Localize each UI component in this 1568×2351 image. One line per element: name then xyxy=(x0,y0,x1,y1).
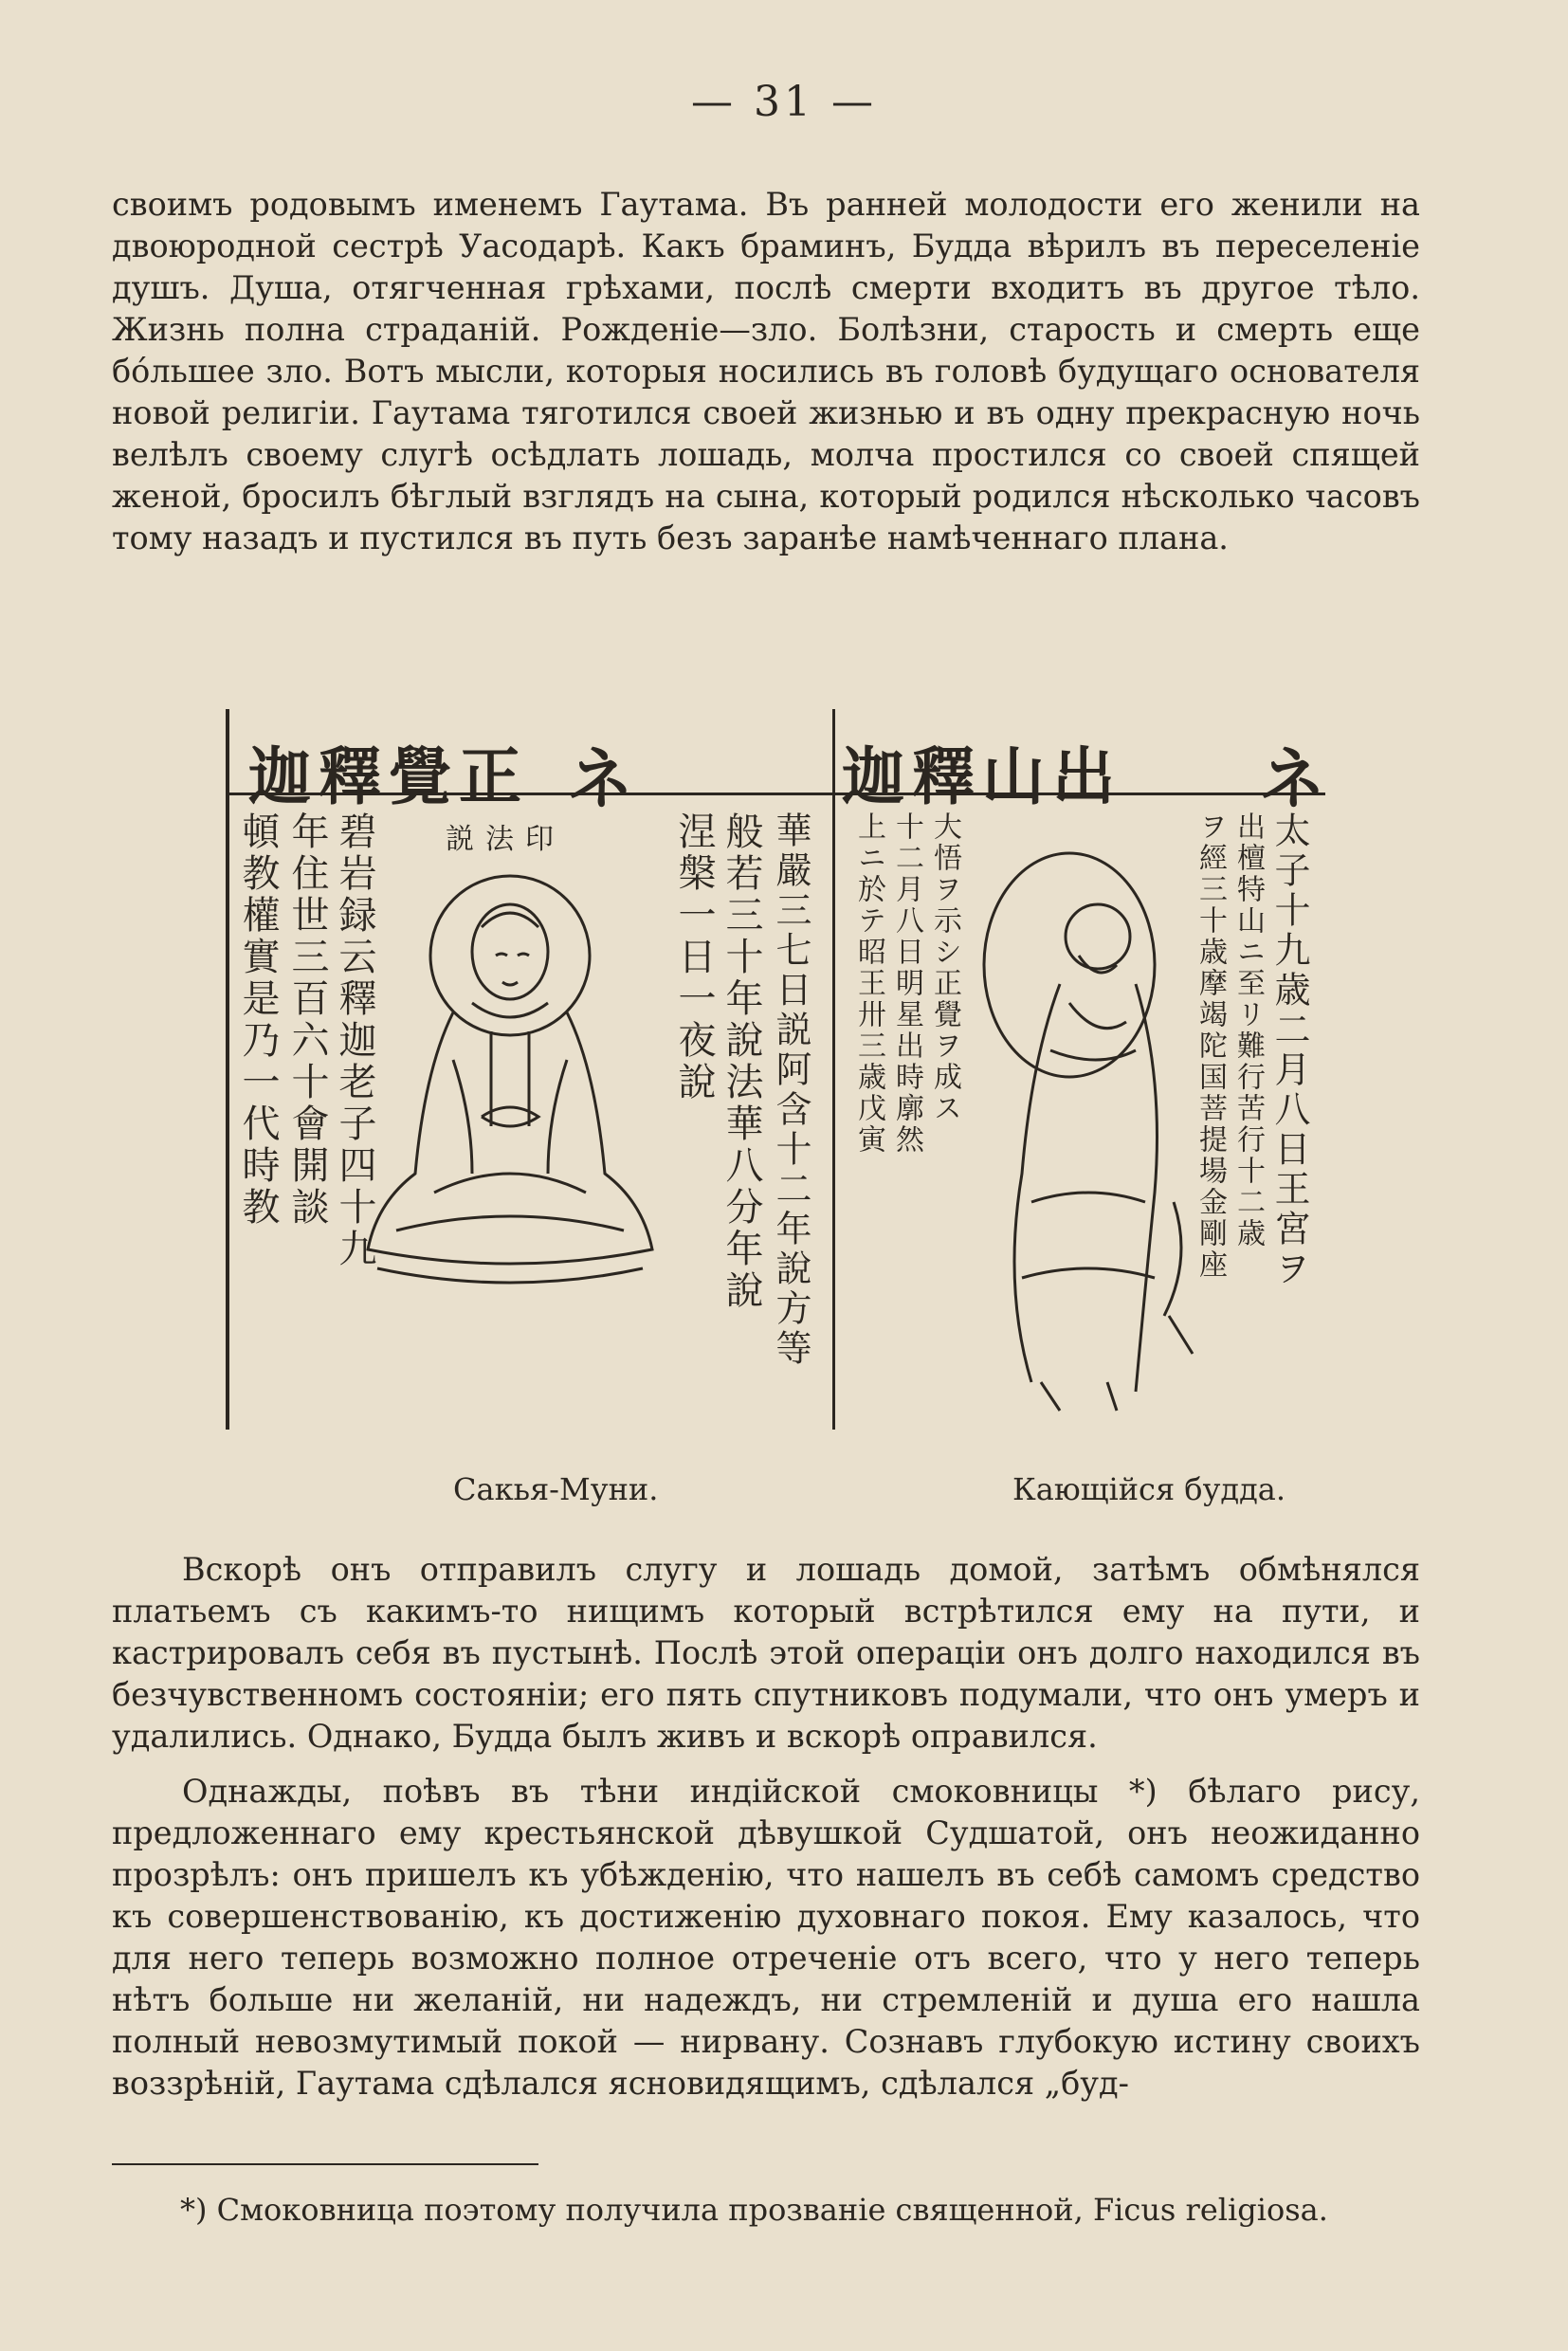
left-col-2: 般若三十年說法華八分年說 xyxy=(720,811,763,1312)
right-col-2: 出檀特山ニ至リ難行苦行十二歳 xyxy=(1231,811,1265,1249)
left-col-4: 碧岩録云釋迦老子四十九 xyxy=(333,811,376,1270)
footnote: *) Смоковница поэтому получила прозванiе священной, Ficus religiosa. xyxy=(180,2192,1328,2228)
paragraph-2: Вскорѣ онъ отправилъ слугу и лошадь домой, затѣмъ обмѣнялся платьемъ съ какимъ-то нищимъ который встрѣтился ему на пути, и кастрировалъ себя въ пустынѣ. Послѣ этой операцiи онъ долго находился въ безчувственномъ состоянiи; его пять спутниковъ подумали, что онъ умеръ и удалились. Однако, Будда былъ живъ и вскорѣ оправился. xyxy=(112,1551,1420,1755)
figure-center-divider xyxy=(832,709,835,1430)
seal-text: 説法印 xyxy=(446,823,565,856)
woodcut-figure xyxy=(226,700,1337,1458)
right-col-6: 上ニ於テ昭王卅三歳戊寅 xyxy=(852,811,885,1156)
left-col-5: 年住世三百六十會開談 xyxy=(285,811,329,1229)
left-panel-title: 迦釋覺正 xyxy=(248,739,529,813)
paragraph-1: своимъ родовымъ именемъ Гаутама. Въ ранней молодости его женили на двоюродной сестрѣ Уасодарѣ. Какъ браминъ, Будда вѣрилъ въ переселенiе душъ. Душа, отягченная грѣхами, послѣ смерти входитъ въ другое тѣло. Жизнь полна страданiй. Рожденiе—зло. Болѣзни, старость и смерть еще бóльшее зло. Вотъ мысли, которыя носились въ головѣ будущаго основателя новой религiи. Гаутама тяготился своей жизнью и въ одну прекрасную ночь велѣлъ своему слугѣ осѣдлать лошадь, молча простился со своей спящей женой, бросилъ бѣглый взглядъ на сына, который родился нѣсколько часовъ тому назадъ и пустился въ путь безъ заранѣе намѣченнаго плана. xyxy=(112,186,1420,556)
right-col-3: ヲ經三十歳摩竭陀国菩提場金剛座 xyxy=(1194,811,1227,1281)
paragraph-3: Однажды, поѣвъ въ тѣни индiйской смоковницы *) бѣлаго рису, предложеннаго ему крестьянской дѣвушкой Судшатой, онъ неожиданно прозрѣлъ: онъ пришелъ къ убѣжденiю, что нашелъ въ себѣ самомъ средство къ совершенствованiю, къ достиженiю духовнаго покоя. Ему казалось, что для него теперь возможно полное отреченiе отъ всего, что у него теперь нѣтъ больше ни желанiй, ни надеждъ, ни стремленiй и душа его нашла полный невозмутимый покой — нирвану. Сознавъ глубокую истину своихъ воззрѣнiй, Гаутама сдѣлался ясновидящимъ, сдѣлался „буд- xyxy=(112,1773,1420,2102)
figure-left-border xyxy=(226,709,229,1430)
page-number: — 31 — xyxy=(691,78,877,126)
standing-buddha-illustration xyxy=(956,842,1202,1430)
left-col-3: 涅槃一日一夜說 xyxy=(672,811,716,1103)
left-col-6: 頓教權實是乃一代時教 xyxy=(236,811,280,1229)
right-col-5: 十二月八日明星出時廓然 xyxy=(890,811,923,1156)
caption-penitent-buddha: Кающiйся будда. xyxy=(1012,1471,1286,1507)
right-panel-title: 迦釋山出 xyxy=(842,739,1122,813)
left-panel-seal: ネ xyxy=(567,739,641,818)
right-col-4: 大悟ヲ示シ正覺ヲ成ス xyxy=(928,811,961,1124)
left-col-1: 華嚴三七日説阿含十二年說方等 xyxy=(770,811,811,1369)
footnote-rule xyxy=(112,2163,538,2165)
right-col-1: 太子十九歳二月八日王宮ヲ xyxy=(1268,811,1310,1289)
right-panel-seal: ネ xyxy=(1259,739,1333,818)
caption-sakya-muni: Сакья-Муни. xyxy=(453,1471,659,1507)
seated-buddha-illustration xyxy=(339,870,681,1306)
